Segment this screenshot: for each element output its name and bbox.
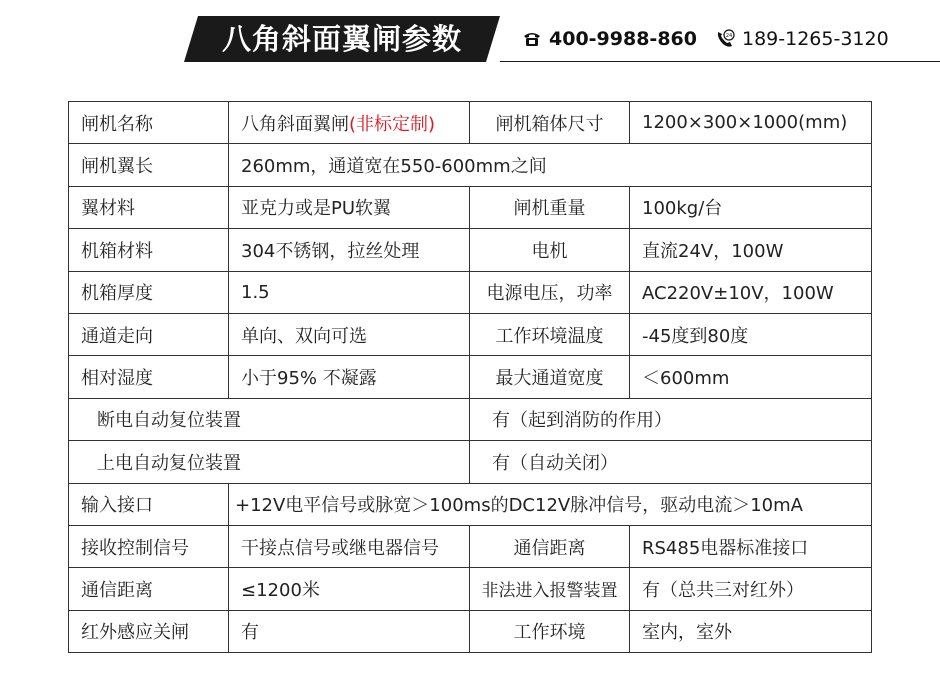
spec-value: 1.5	[229, 271, 470, 313]
table-row	[69, 483, 872, 525]
telephone-icon	[522, 29, 542, 49]
spec-label: 闸机重量	[470, 186, 630, 228]
spec-label: 电源电压，功率	[470, 271, 630, 313]
spec-value: -45度到80度	[630, 313, 872, 355]
spec-label: 机箱材料	[69, 229, 229, 271]
header-divider	[500, 61, 940, 62]
spec-value: 小于95% 不凝露	[229, 356, 470, 398]
spec-value: 260mm，通道宽在550-600mm之间	[229, 144, 872, 186]
spec-label: 上电自动复位装置	[69, 441, 470, 483]
spec-label: 机箱厚度	[69, 271, 229, 313]
spec-value: 有	[229, 610, 470, 652]
spec-value: 304不锈钢，拉丝处理	[229, 229, 470, 271]
spec-value: 室内，室外	[630, 610, 872, 652]
spec-value: 八角斜面翼闸(非标定制)	[229, 102, 470, 144]
spec-label: 红外感应关闸	[69, 610, 229, 652]
spec-value: 有（起到消防的作用）	[470, 398, 872, 440]
spec-value: RS485电器标准接口	[630, 525, 872, 567]
table-row	[69, 398, 872, 440]
spec-value: +12V电平信号或脉宽＞100ms的DC12V脉冲信号，驱动电流＞10mA	[229, 483, 872, 525]
spec-value: 1200×300×1000(mm)	[630, 102, 872, 144]
table-row	[69, 610, 872, 652]
table-row	[69, 525, 872, 567]
table-row	[69, 102, 872, 144]
phone-number: 400-9988-860	[549, 28, 697, 50]
spec-label: 最大通道宽度	[470, 356, 630, 398]
spec-label: 通道走向	[69, 313, 229, 355]
spec-label: 闸机箱体尺寸	[470, 102, 630, 144]
spec-label: 断电自动复位装置	[69, 398, 470, 440]
table-row	[69, 568, 872, 610]
table-row	[69, 356, 872, 398]
spec-value: ≤1200米	[229, 568, 470, 610]
spec-label: 闸机名称	[69, 102, 229, 144]
spec-label: 通信距离	[69, 568, 229, 610]
spec-label: 相对湿度	[69, 356, 229, 398]
spec-label: 通信距离	[470, 525, 630, 567]
header	[0, 0, 940, 70]
table-row	[69, 229, 872, 271]
contact-info	[522, 27, 907, 51]
mobile-phone-icon	[715, 29, 735, 49]
table-row	[69, 186, 872, 228]
spec-label: 工作环境温度	[470, 313, 630, 355]
spec-value: 单向、双向可选	[229, 313, 470, 355]
spec-label: 闸机翼长	[69, 144, 229, 186]
spec-value: AC220V±10V，100W	[630, 271, 872, 313]
spec-value: 干接点信号或继电器信号	[229, 525, 470, 567]
spec-value: 直流24V，100W	[630, 229, 872, 271]
spec-value: 100kg/台	[630, 186, 872, 228]
custom-note: (非标定制)	[349, 113, 436, 135]
spec-label: 电机	[470, 229, 630, 271]
spec-label: 翼材料	[69, 186, 229, 228]
spec-value: 亚克力或是PU软翼	[229, 186, 470, 228]
table-row	[69, 144, 872, 186]
mobile-number: 189-1265-3120	[741, 28, 889, 50]
spec-value: 有（总共三对红外）	[630, 568, 872, 610]
spec-value: 有（自动关闭）	[470, 441, 872, 483]
title-banner	[184, 16, 500, 62]
spec-label: 接收控制信号	[69, 525, 229, 567]
spec-table	[68, 101, 872, 653]
svg-text:24: 24	[725, 33, 733, 39]
spec-label: 非法进入报警装置	[470, 568, 630, 610]
table-row	[69, 271, 872, 313]
page-title: 八角斜面翼闸参数	[221, 22, 462, 56]
table-row	[69, 441, 872, 483]
spec-label: 工作环境	[470, 610, 630, 652]
spec-label: 输入接口	[69, 483, 229, 525]
table-row	[69, 313, 872, 355]
spec-value: ＜600mm	[630, 356, 872, 398]
